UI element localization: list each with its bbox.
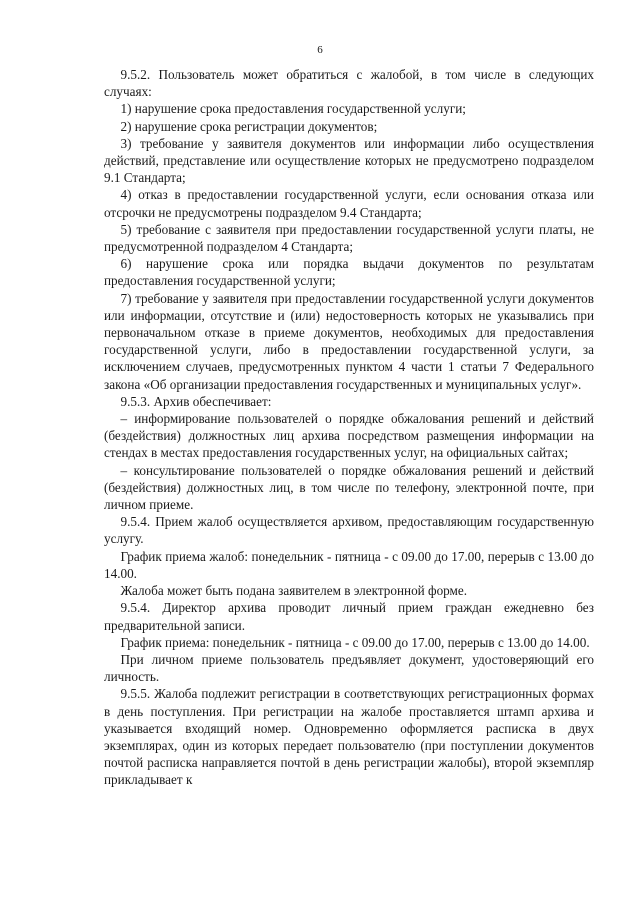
paragraph: 5) требование с заявителя при предоставлении государственной услуги платы, не предусмотренной подразделом 4 Стандарта; xyxy=(104,221,594,255)
paragraph: 9.5.3. Архив обеспечивает: xyxy=(120,393,272,409)
paragraph: 9.5.4. Прием жалоб осуществляется архивом, предоставляющим государственную услугу. xyxy=(104,514,594,547)
paragraph: 4) отказ в предоставлении государственной услуги, если основания отказа или отсрочки не предусмотрены подразделом 9.4 Стандарта; xyxy=(104,187,594,220)
paragraph: – консультирование пользователей о порядке обжалования решений и действий (бездействия) должностных лиц, в том числе по телефону, электронной почте, при личном приеме. xyxy=(104,462,594,513)
page-number: 6 xyxy=(317,44,323,56)
paragraph: График приема жалоб: понедельник - пятница - с 09.00 до 17.00, перерыв с 13.00 до 14.00. xyxy=(104,548,594,581)
paragraph: 9.5.5. Жалоба подлежит регистрации в соответствующих регистрационных формах в день поступления. При регистрации на жалобе проставляется штамп архива и указывается входящий номер. Одновременно оформляется расписка в двух экземплярах, один из которых передает пользователю (при поступлении документов почтой расписка направляется почтой в день регистрации жалобы), второй экземпляр прикладывает к xyxy=(104,686,594,788)
paragraph: 9.5.4. Директор архива проводит личный прием граждан ежедневно без предварительной записи. xyxy=(104,600,594,633)
paragraph: 6) нарушение срока или порядка выдачи документов по результатам предоставления государственной услуги; xyxy=(104,256,594,289)
paragraph: При личном приеме пользователь предъявляет документ, удостоверяющий его личность. xyxy=(104,651,594,685)
paragraph: График приема: понедельник - пятница - с 09.00 до 17.00, перерыв с 13.00 до 14.00. xyxy=(120,634,590,650)
paragraph: Жалоба может быть подана заявителем в электронной форме. xyxy=(120,583,468,599)
paragraph: 9.5.2. Пользователь может обратиться с жалобой, в том числе в следующих случаях: xyxy=(104,67,594,100)
paragraph: – информирование пользователей о порядке обжалования решений и действий (бездействия) должностных лиц архива посредством размещения информации на стендах в местах предоставления государственных услуг, на официальных сайтах; xyxy=(104,411,594,461)
paragraph: 1) нарушение срока предоставления государственной услуги; xyxy=(120,101,466,117)
paragraph: 3) требование у заявителя документов или информации либо осуществления действий, представление или осуществление которых не предусмотрено подразделом 9.1 Стандарта; xyxy=(104,135,594,186)
paragraph: 7) требование у заявителя при предоставлении государственной услуги документов или информации, отсутствие и (или) недостоверность которых не указывались при первоначальном отказе в приеме документов, необходимых для предоставления государственной услуги, либо в предоставлении государственной услуги, за исключением случаев, предусмотренных пунктом 4 части 1 статьи 7 Федерального закона «Об организации предоставления государственных и муниципальных услуг». xyxy=(104,290,594,392)
paragraph: 2) нарушение срока регистрации документов; xyxy=(120,118,378,134)
document-body xyxy=(104,66,594,789)
